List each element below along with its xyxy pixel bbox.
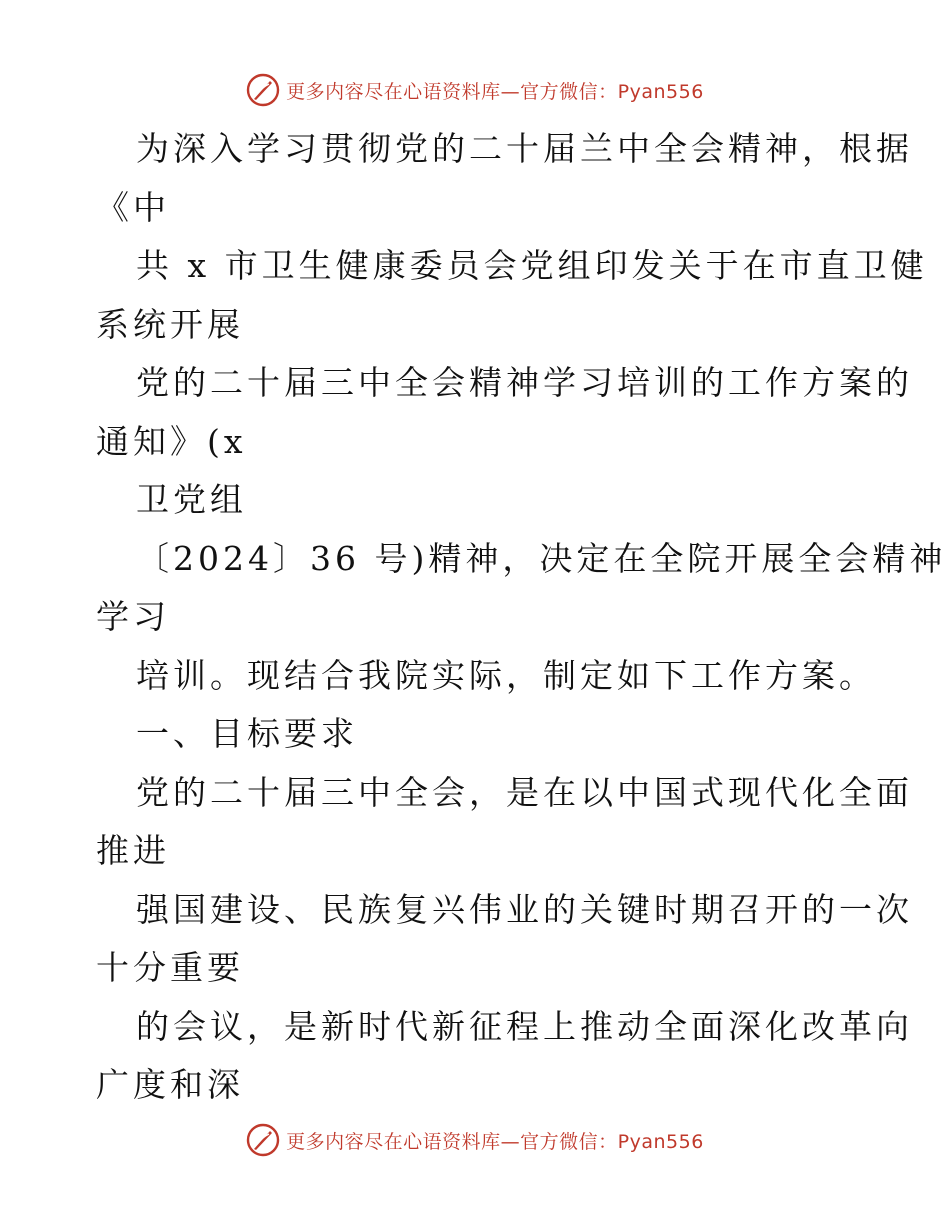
document-body	[96, 120, 947, 1115]
text-line: 培训。现结合我院实际，制定如下工作方案。	[136, 655, 876, 695]
text-line: 〔2024〕36 号)精神，决定在全院开展全会精神	[136, 538, 947, 578]
text-line: 推进	[96, 831, 170, 870]
header-watermark	[0, 70, 950, 110]
watermark-label: 更多内容尽在心语资料库—官方微信：	[286, 80, 618, 103]
text-line: 《中	[96, 187, 170, 227]
watermark-text	[286, 1127, 704, 1154]
watermark-wechat-id: Pyan556	[617, 80, 704, 103]
text-line: 系统开展	[96, 304, 244, 344]
text-line: 党的二十届三中全会，是在以中国式现代化全面	[136, 772, 913, 812]
section-heading: 一、目标要求	[136, 714, 358, 753]
text-line: 学习	[96, 597, 170, 636]
text-line: 的会议，是新时代新征程上推动全面深化改革向	[136, 1006, 913, 1046]
watermark-label: 更多内容尽在心语资料库—官方微信：	[286, 1130, 618, 1153]
text-line: 十分重要	[96, 948, 244, 987]
quill-logo-icon	[246, 73, 280, 107]
text-line: 通知》(x	[96, 421, 247, 461]
text-line: 党的二十届三中全会精神学习培训的工作方案的	[136, 363, 913, 402]
text-line: 卫党组	[136, 480, 247, 519]
quill-logo-icon	[246, 1123, 280, 1157]
watermark-text	[286, 77, 704, 104]
footer-watermark	[0, 1120, 950, 1160]
text-line: 广度和深	[96, 1065, 244, 1104]
text-line: 强国建设、民族复兴伟业的关键时期召开的一次	[136, 889, 913, 929]
watermark-wechat-id: Pyan556	[617, 1130, 704, 1153]
text-line: 为深入学习贯彻党的二十届兰中全会精神，根据	[136, 129, 913, 168]
text-line: 共 x 市卫生健康委员会党组印发关于在市直卫健	[136, 246, 928, 285]
